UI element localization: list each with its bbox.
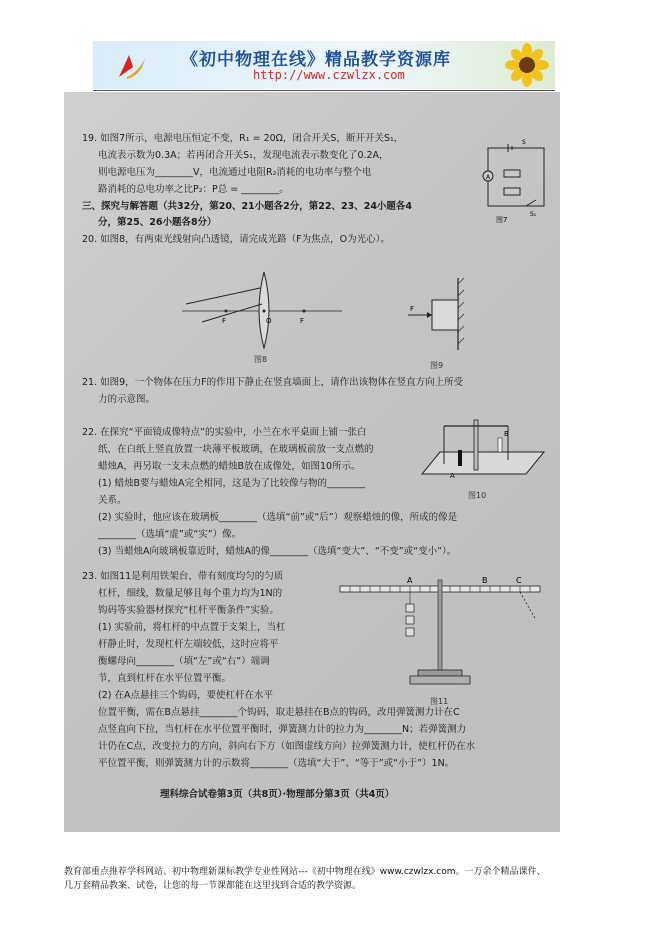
figure-11-lever [336, 570, 548, 694]
q23-line-9: 位置平衡，需在B点悬挂________个钩码，取走悬挂在B点的钩码，改用弹簧测力计在C [98, 707, 460, 718]
lever-point-a: A [407, 576, 413, 585]
q20-text: 20. 如图8，有两束光线射向凸透镜，请完成光路（F为焦点，O为光心）。 [82, 234, 390, 245]
q22-line-7: ________（选填“虚”或“实”）像。 [98, 529, 242, 540]
candle-b-label: B [504, 430, 509, 438]
q19-line-1: 19. 如图7所示，电源电压恒定不变，R₁ = 20Ω，闭合开关S，断开开关S₁， [82, 133, 404, 144]
figure-8-lens [182, 270, 342, 350]
q19-line-2: 电流表示数为0.3A；若再闭合开关S₁，发现电流表示数变化了0.2A， [98, 150, 389, 161]
q22-line-6: (2) 实验时，他应该在玻璃板________（选填“前”或“后”）观察蜡烛的像，所成的像是 [98, 512, 458, 523]
q23-line-7: 节，直到杠杆在水平位置平衡。 [98, 673, 232, 684]
figure-7-caption: 图7 [496, 216, 508, 224]
site-footer-line-2: 几万套精品教案、试卷，让您的每一节课都能在这里找到合适的教学资源。 [64, 881, 362, 891]
candle-a-label: A [450, 472, 455, 480]
q22-line-4: (1) 蜡烛B要与蜡烛A完全相同，这是为了比较像与物的________ [98, 478, 365, 489]
exam-page-footer: 理科综合试卷第3页（共8页）·物理部分第3页（共4页） [160, 789, 395, 800]
figure-9-caption: 图9 [430, 361, 444, 370]
svg-text:A: A [486, 174, 491, 181]
figure-10-mirror-setup [404, 414, 544, 484]
site-logo-icon [115, 51, 147, 81]
lens-f-left: F [222, 317, 227, 325]
q21-line-1: 21. 如图9，一个物体在压力F的作用下静止在竖直墙面上，请作出该物体在竖直方向上所受 [82, 377, 464, 388]
q21-line-2: 力的示意图。 [98, 394, 156, 405]
svg-text:S₁: S₁ [530, 211, 537, 218]
q19-line-4: 路消耗的总电功率之比P₂：P总 = ________。 [98, 184, 289, 195]
figure-10-caption: 图10 [468, 491, 487, 500]
figure-7-circuit [474, 136, 552, 226]
figure-8-caption: 图8 [254, 355, 268, 364]
q23-line-2: 杠杆，细线，数量足够且每个重力均为1N的 [98, 588, 283, 599]
q23-line-3: 钩码等实验器材探究“杠杆平衡条件”实验。 [98, 605, 279, 616]
exam-page-scan [64, 92, 560, 832]
lever-point-b: B [482, 576, 488, 585]
q22-line-2: 纸，在白纸上竖直放置一块薄平板玻璃，在玻璃板前放一支点燃的 [98, 444, 374, 455]
q23-line-6: 衡螺母向________（填“左”或“右”）端调 [98, 656, 270, 667]
figure-9-wall [402, 274, 482, 356]
q23-line-4: (1) 实验前，将杠杆的中点置于支架上，当杠 [98, 622, 286, 633]
lens-f-right: F [300, 317, 305, 325]
q23-line-12: 平位置平衡，则弹簧测力计的示数将________（选填“大于”、“等于”或“小于”）1N。 [98, 758, 455, 769]
q23-line-10: 点竖直向下拉，当杠杆在水平位置平衡时，弹簧测力计的拉力为________N；若弹簧测力 [98, 724, 467, 735]
q23-line-11: 计仍在C点，改变拉力的方向，斜向右下方（如图虚线方向）拉弹簧测力计，使杠杆仍在水 [98, 741, 476, 752]
header-rule [93, 90, 555, 91]
svg-text:S: S [522, 139, 526, 146]
lens-center-o: O [266, 317, 272, 325]
q23-line-8: (2) 在A点悬挂三个钩码，要使杠杆在水平 [98, 690, 273, 701]
banner-url[interactable]: http://www.czwlzx.com [253, 68, 405, 82]
q22-line-8: (3) 当蜡烛A向玻璃板靠近时，蜡烛A的像________（选填“变大”、“不变”或“变小”）。 [98, 546, 457, 557]
q22-line-5: 关系。 [98, 495, 127, 506]
site-footer-line-1: 教育部重点推荐学科网站、初中物理新课标教学专业性网站---《初中物理在线》www.czwlzx.com。一万余个精品课件、 [64, 867, 546, 877]
section-3-heading-line-1: 三、探究与解答题（共32分，第20、21小题各2分，第22、23、24小题各4 [82, 201, 413, 212]
q23-line-1: 23. 如图11是利用铁架台、带有刻度均匀的匀质 [82, 571, 284, 582]
q19-line-3: 则电源电压为________V，电流通过电阻R₂消耗的电功率与整个电 [98, 167, 372, 178]
figure-11-caption: 图11 [430, 697, 449, 706]
lever-point-c: C [516, 576, 522, 585]
section-3-heading-line-2: 分，第25、26小题各8分） [98, 217, 217, 228]
q22-line-1: 22. 在探究“平面镜成像特点”的实验中，小兰在水平桌面上铺一张白 [82, 427, 367, 438]
sunflower-icon [505, 43, 549, 87]
banner-title: 《初中物理在线》精品教学资源库 [181, 50, 451, 70]
q22-line-3: 蜡烛A，再另取一支未点燃的蜡烛B放在成像处，如图10所示。 [98, 461, 361, 472]
q23-line-5: 杆静止时，发现杠杆左端较低，这时应将平 [98, 639, 279, 650]
site-banner [93, 41, 555, 89]
force-label-f: F [410, 305, 415, 313]
